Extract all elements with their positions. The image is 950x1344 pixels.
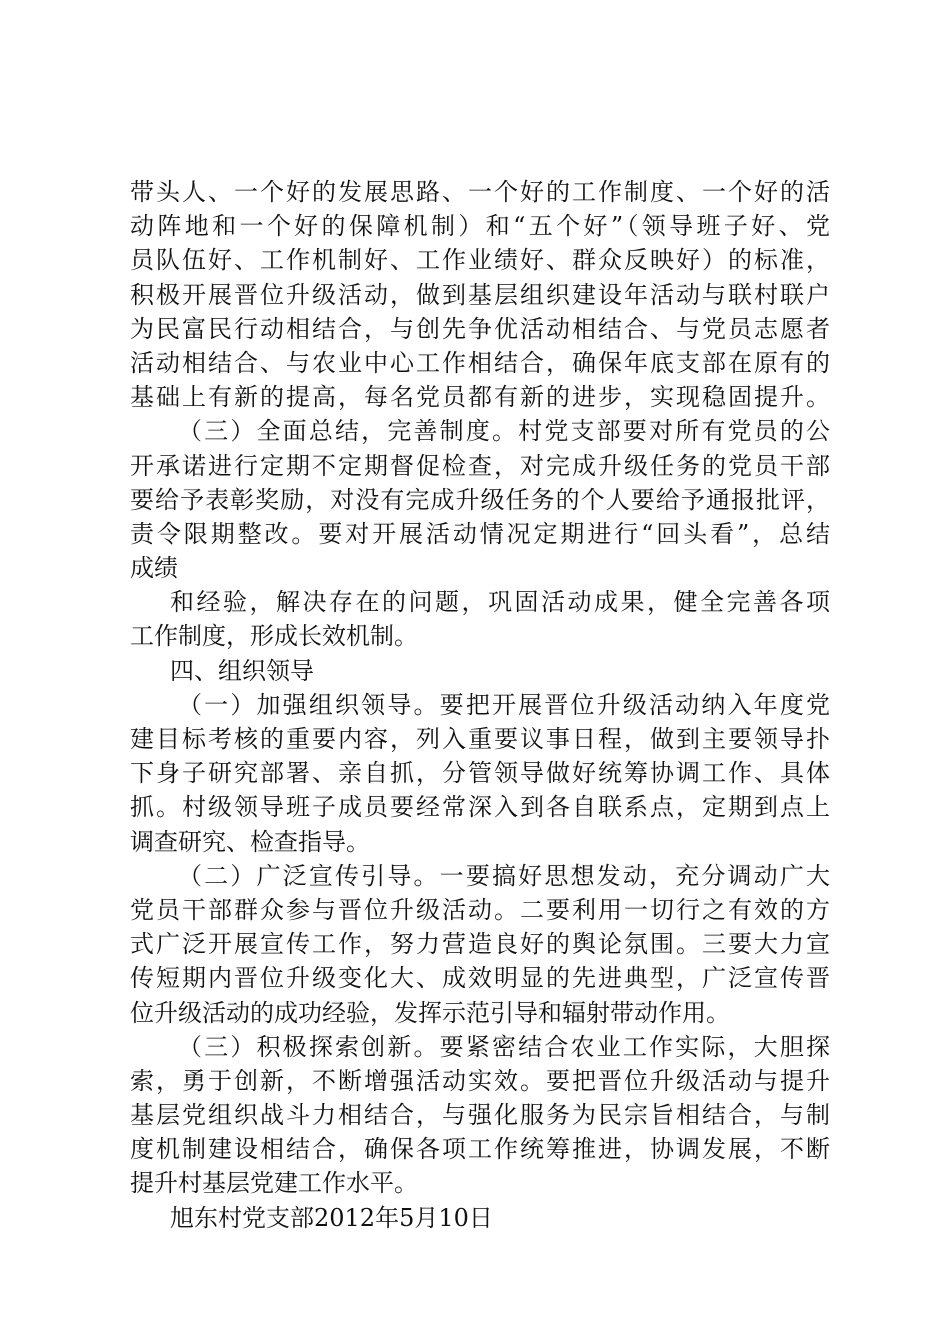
text-line: 积极开展晋位升级活动，做到基层组织建设年活动与联村联户 [130,280,830,309]
text-line: 开承诺进行定期不定期督促检查，对完成升级任务的党员干部 [130,451,830,480]
text-line: 党员干部群众参与晋位升级活动。二要利用一切行之有效的方 [130,895,830,924]
text-line: 为民富民行动相结合，与创先争优活动相结合、与党员志愿者 [130,314,830,343]
text-line: 要给予表彰奖励，对没有完成升级任务的个人要给予通报批评， [130,485,830,514]
text-line: 下身子研究部署、亲自抓，分管领导做好统筹协调工作、具体 [130,759,830,788]
text-line: 活动相结合、与农业中心工作相结合，确保年底支部在原有的 [130,348,830,377]
text-line: 和经验，解决存在的问题，巩固活动成果，健全完善各项 [170,588,830,617]
text-line: 抓。村级领导班子成员要经常深入到各自联系点，定期到点上 [130,793,830,822]
text-line: 位升级活动的成功经验，发挥示范引导和辐射带动作用。 [130,998,730,1027]
text-line: 责令限期整改。要对开展活动情况定期进行“回头看”，总结 [130,519,830,548]
section-heading-paragraph: （三）全面总结，完善制度。村党支部要对所有党员的公 [178,417,830,446]
text-line: 度机制建设相结合，确保各项工作统筹推进，协调发展，不断 [130,1135,830,1164]
text-line: 动阵地和一个好的保障机制）和“五个好”（领导班子好、党 [130,212,830,241]
text-line: 建目标考核的重要内容，列入重要议事日程，做到主要领导扑 [130,725,830,753]
text-line: 员队伍好、工作机制好、工作业绩好、群众反映好）的标准， [130,246,830,275]
text-line: 调查研究、检查指导。 [130,827,370,856]
text-line: 基层党组织战斗力相结合，与强化服务为民宗旨相结合，与制 [130,1101,830,1130]
section-heading-paragraph: （一）加强组织领导。要把开展晋位升级活动纳入年度党 [178,690,830,719]
document-body [130,175,830,1235]
text-line: 提升村基层党建工作水平。 [130,1169,418,1198]
text-line: 基础上有新的提高，每名党员都有新的进步，实现稳固提升。 [130,383,830,412]
text-line: 传短期内晋位升级变化大、成效明显的先进典型，广泛宣传晋 [130,964,830,993]
section-heading-paragraph: （二）广泛宣传引导。一要搞好思想发动，充分调动广大 [178,861,830,890]
signature-date: 旭东村党支部2012年5月10日 [170,1203,493,1232]
section-heading: 四、组织领导 [170,656,314,685]
text-line: 工作制度，形成长效机制。 [130,622,418,651]
section-heading-paragraph: （三）积极探索创新。要紧密结合农业工作实际，大胆探 [178,1032,830,1061]
text-line: 带头人、一个好的发展思路、一个好的工作制度、一个好的活 [130,178,830,206]
text-line: 式广泛开展宣传工作，努力营造良好的舆论氛围。三要大力宣 [130,930,830,959]
text-line: 索，勇于创新，不断增强活动实效。要把晋位升级活动与提升 [130,1066,830,1095]
text-line: 成绩 [130,554,178,583]
